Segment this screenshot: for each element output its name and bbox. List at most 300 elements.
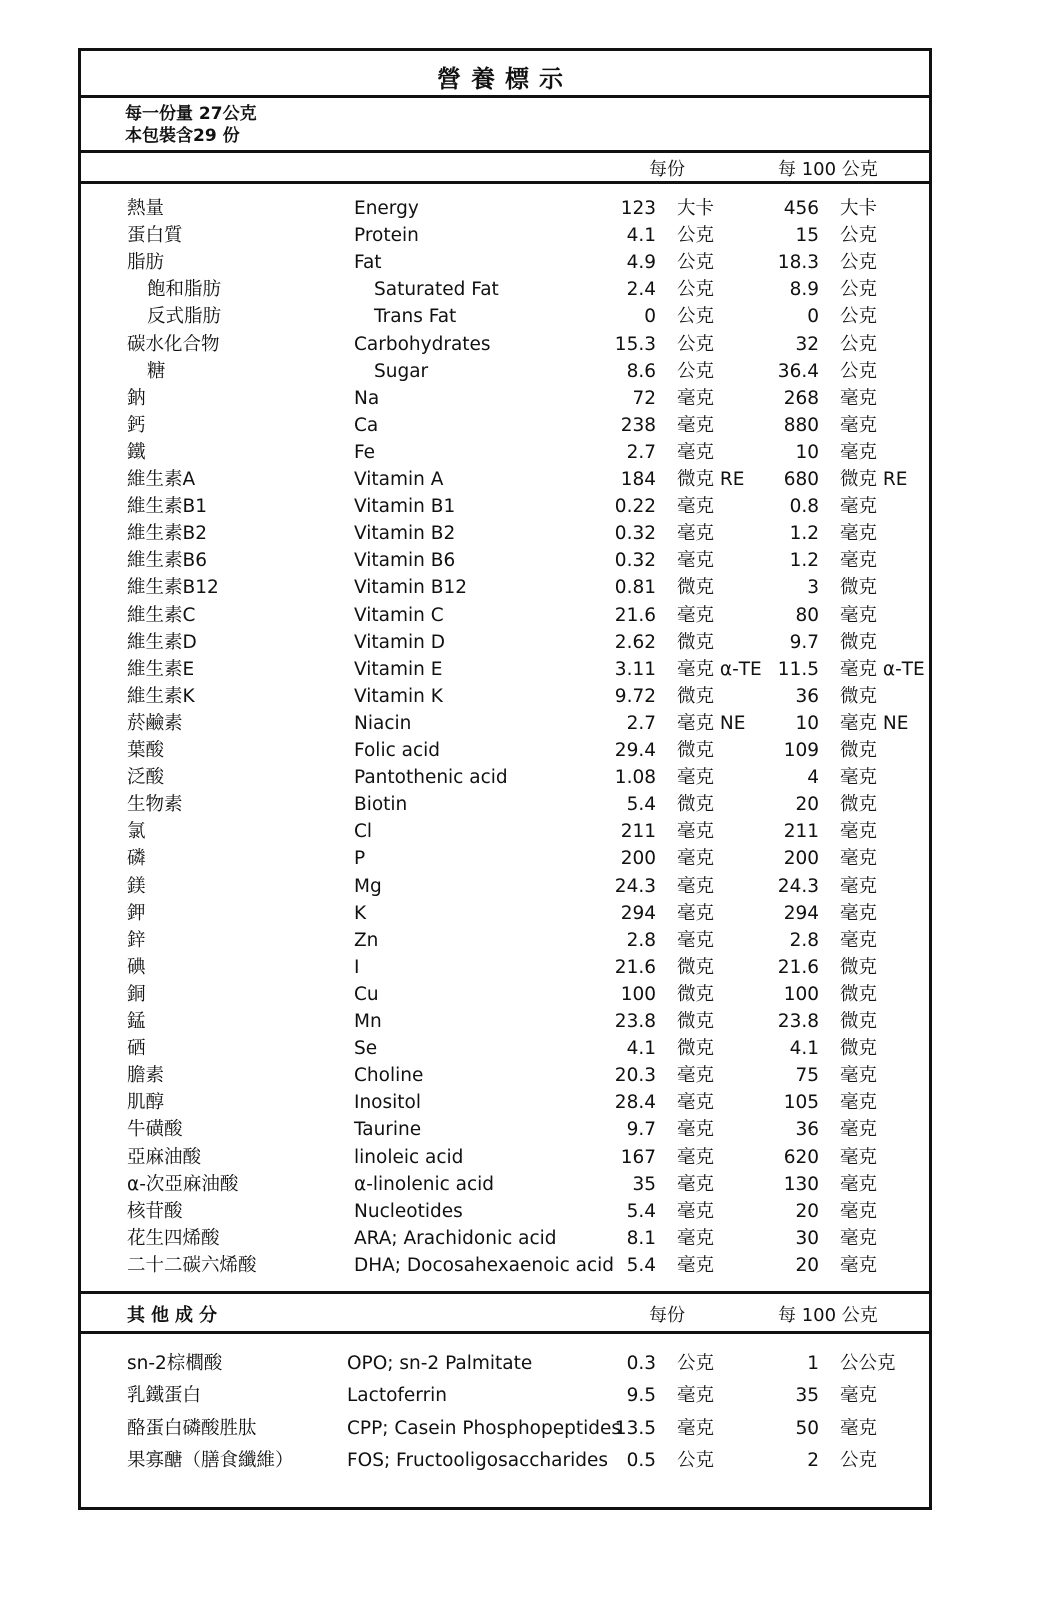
- value-per-serving: 2.4: [626, 279, 656, 301]
- unit-per-100g: 毫克: [840, 387, 878, 409]
- nutrient-name-zh: 核苷酸: [127, 1200, 183, 1222]
- nutrient-name-en: Na: [354, 387, 380, 409]
- nutrient-row: [81, 331, 929, 358]
- nutrient-name-en: Biotin: [354, 794, 408, 816]
- nutrient-row: [81, 1062, 929, 1089]
- other-ingredients-title: 其他成分: [127, 1305, 223, 1326]
- value-per-serving: 238: [620, 414, 656, 436]
- nutrient-row: [81, 629, 929, 656]
- value-per-100g: 20: [795, 794, 819, 816]
- nutrient-row: [81, 1198, 929, 1225]
- value-per-serving: 4.1: [626, 225, 656, 247]
- value-per-100g: 24.3: [777, 875, 819, 897]
- serving-size: 每一份量 27公克: [125, 104, 257, 124]
- value-per-serving: 100: [620, 983, 656, 1005]
- nutrient-row: [81, 1008, 929, 1035]
- nutrient-name-en: Choline: [354, 1065, 424, 1087]
- nutrient-name-zh: 鉀: [127, 902, 146, 924]
- nutrient-name-en: Energy: [354, 198, 419, 219]
- nutrient-name-zh: 磷: [127, 848, 146, 870]
- value-per-serving: 72: [632, 387, 656, 409]
- unit-per-serving: 微克: [677, 956, 715, 978]
- nutrient-name-en: Vitamin B1: [354, 496, 456, 518]
- unit-per-serving: 毫克: [677, 414, 715, 436]
- other-ingredient-row: [81, 1414, 929, 1444]
- value-per-100g: 1.2: [789, 523, 819, 545]
- unit-per-100g: 公克: [840, 360, 878, 382]
- value-per-100g: 11.5: [777, 658, 819, 680]
- divider-other: [81, 1291, 929, 1294]
- value-per-serving: 15.3: [614, 333, 656, 355]
- unit-per-serving: 毫克 α-TE: [677, 658, 762, 680]
- unit-per-serving: 毫克 NE: [677, 712, 746, 734]
- unit-per-serving: 微克 RE: [677, 469, 745, 490]
- value-per-serving: 1.08: [614, 767, 656, 789]
- value-per-serving: 5.4: [626, 1200, 656, 1222]
- nutrient-row: [81, 602, 929, 629]
- nutrient-row: [81, 547, 929, 574]
- unit-per-100g: 毫克: [840, 604, 878, 626]
- value-per-100g: 35: [795, 1385, 819, 1407]
- value-per-serving: 0.22: [614, 496, 656, 518]
- unit-per-serving: 公克: [677, 1449, 715, 1471]
- value-per-100g: 268: [783, 387, 819, 409]
- unit-per-100g: 毫克: [840, 1173, 878, 1195]
- other-ingredient-row: [81, 1446, 929, 1476]
- value-per-100g: 75: [795, 1065, 819, 1087]
- value-per-serving: 9.72: [614, 685, 656, 707]
- value-per-serving: 24.3: [614, 875, 656, 897]
- other-header-per-serving: 每份: [649, 1305, 685, 1326]
- nutrient-row: [81, 927, 929, 954]
- unit-per-serving: 毫克: [677, 1200, 715, 1222]
- nutrient-name-en: Trans Fat: [374, 306, 457, 328]
- value-per-100g: 9.7: [789, 631, 819, 653]
- nutrient-name-en: Nucleotides: [354, 1200, 463, 1222]
- nutrient-row: [81, 303, 929, 330]
- unit-per-serving: 公克: [677, 360, 715, 382]
- value-per-100g: 4: [807, 767, 819, 789]
- ingredient-name-zh: 酪蛋白磷酸胜肽: [127, 1417, 257, 1439]
- servings-per-package: 本包裝含29 份: [125, 126, 240, 146]
- value-per-100g: 32: [795, 333, 819, 355]
- nutrient-name-en: Sugar: [374, 360, 429, 382]
- nutrient-name-en: Mn: [354, 1011, 382, 1032]
- unit-per-serving: 毫克: [677, 929, 715, 951]
- unit-per-100g: 毫克: [840, 821, 878, 843]
- unit-per-serving: 毫克: [677, 1385, 715, 1407]
- nutrient-row: [81, 981, 929, 1008]
- nutrient-name-en: α-linolenic acid: [354, 1173, 495, 1195]
- divider-title: [81, 95, 929, 98]
- nutrient-row: [81, 412, 929, 439]
- nutrient-name-zh: 銅: [127, 983, 146, 1005]
- unit-per-serving: 毫克: [677, 1119, 715, 1141]
- nutrient-row: [81, 1116, 929, 1143]
- nutrient-row: [81, 737, 929, 764]
- unit-per-100g: 毫克: [840, 1254, 878, 1276]
- unit-per-serving: 毫克: [677, 496, 715, 518]
- value-per-100g: 36: [795, 1119, 819, 1141]
- unit-per-100g: 毫克: [840, 848, 878, 870]
- ingredient-name-zh: sn-2棕櫚酸: [127, 1353, 223, 1374]
- value-per-serving: 200: [620, 848, 656, 870]
- unit-per-100g: 毫克: [840, 875, 878, 897]
- nutrient-row: [81, 439, 929, 466]
- nutrient-name-zh: 反式脂肪: [147, 306, 222, 328]
- value-per-serving: 28.4: [614, 1092, 656, 1114]
- unit-per-serving: 公克: [677, 333, 715, 355]
- nutrient-row: [81, 1035, 929, 1062]
- other-header-per-100g: 每 100 公克: [778, 1305, 878, 1326]
- nutrient-name-zh: 熱量: [127, 198, 165, 219]
- header-per-serving: 每份: [649, 159, 685, 180]
- unit-per-serving: 公克: [677, 1353, 715, 1374]
- nutrient-row: [81, 249, 929, 276]
- value-per-serving: 3.11: [614, 658, 656, 680]
- nutrient-name-zh: 硒: [127, 1038, 146, 1060]
- nutrient-name-zh: 錳: [127, 1011, 146, 1032]
- nutrient-name-en: I: [354, 956, 360, 978]
- value-per-serving: 2.7: [626, 712, 656, 734]
- value-per-100g: 50: [795, 1417, 819, 1439]
- nutrient-name-zh: 維生素B12: [127, 577, 219, 599]
- divider-header: [81, 181, 929, 184]
- unit-per-100g: 毫克 NE: [840, 712, 909, 734]
- nutrient-name-zh: 花生四烯酸: [127, 1227, 220, 1249]
- value-per-100g: 18.3: [777, 252, 819, 274]
- value-per-serving: 294: [620, 902, 656, 924]
- nutrient-name-en: Taurine: [354, 1119, 422, 1141]
- value-per-100g: 0: [807, 306, 819, 328]
- nutrient-name-zh: 肌醇: [127, 1092, 165, 1114]
- value-per-serving: 2.62: [614, 631, 656, 653]
- divider-other-header: [81, 1331, 929, 1334]
- value-per-100g: 109: [783, 740, 819, 761]
- nutrient-name-zh: 鈉: [127, 387, 146, 409]
- nutrient-row: [81, 1089, 929, 1116]
- value-per-serving: 4.9: [626, 252, 656, 274]
- nutrient-name-en: Cu: [354, 983, 379, 1005]
- nutrient-name-zh: 氯: [127, 821, 146, 843]
- value-per-serving: 0.32: [614, 550, 656, 572]
- value-per-100g: 620: [783, 1146, 819, 1168]
- nutrient-name-en: Ca: [354, 414, 379, 436]
- value-per-100g: 30: [795, 1227, 819, 1249]
- unit-per-serving: 公克: [677, 306, 715, 328]
- value-per-100g: 105: [783, 1092, 819, 1114]
- unit-per-100g: 毫克: [840, 1119, 878, 1141]
- nutrient-name-zh: 膽素: [127, 1065, 165, 1087]
- unit-per-100g: 毫克: [840, 1417, 878, 1439]
- unit-per-100g: 毫克: [840, 550, 878, 572]
- value-per-100g: 21.6: [777, 956, 819, 978]
- ingredient-name-zh: 果寡醣（膳食纖維）: [127, 1449, 294, 1471]
- unit-per-100g: 毫克: [840, 496, 878, 518]
- unit-per-serving: 公克: [677, 279, 715, 301]
- nutrient-row: [81, 764, 929, 791]
- unit-per-serving: 毫克: [677, 848, 715, 870]
- nutrient-name-en: Fe: [354, 441, 376, 463]
- value-per-100g: 294: [783, 902, 819, 924]
- unit-per-serving: 毫克: [677, 1092, 715, 1114]
- nutrient-row: [81, 873, 929, 900]
- value-per-100g: 4.1: [789, 1038, 819, 1060]
- value-per-100g: 20: [795, 1254, 819, 1276]
- unit-per-100g: 毫克: [840, 414, 878, 436]
- value-per-serving: 2.8: [626, 929, 656, 951]
- unit-per-100g: 公克: [840, 252, 878, 274]
- nutrient-row: [81, 818, 929, 845]
- value-per-100g: 456: [783, 198, 819, 219]
- nutrient-name-en: Protein: [354, 225, 419, 247]
- value-per-serving: 8.1: [626, 1227, 656, 1249]
- unit-per-serving: 毫克: [677, 550, 715, 572]
- nutrient-row: [81, 574, 929, 601]
- value-per-100g: 211: [783, 821, 819, 843]
- value-per-serving: 0.81: [614, 577, 656, 599]
- unit-per-100g: 微克: [840, 1011, 878, 1032]
- nutrient-name-zh: 脂肪: [127, 252, 165, 274]
- value-per-100g: 130: [783, 1173, 819, 1195]
- nutrient-name-en: Vitamin D: [354, 631, 445, 653]
- nutrient-row: [81, 710, 929, 737]
- value-per-serving: 211: [620, 821, 656, 843]
- unit-per-100g: 公克: [840, 279, 878, 301]
- unit-per-serving: 毫克: [677, 604, 715, 626]
- unit-per-100g: 毫克: [840, 1146, 878, 1168]
- nutrient-row: [81, 195, 929, 222]
- unit-per-100g: 微克: [840, 577, 878, 599]
- nutrient-name-zh: 亞麻油酸: [127, 1146, 202, 1168]
- unit-per-100g: 微克: [840, 1038, 878, 1060]
- unit-per-100g: 微克: [840, 685, 878, 707]
- nutrient-name-en: Carbohydrates: [354, 333, 491, 355]
- unit-per-100g: 微克: [840, 631, 878, 653]
- unit-per-serving: 公克: [677, 252, 715, 274]
- unit-per-serving: 微克: [677, 631, 715, 653]
- unit-per-100g: 毫克: [840, 902, 878, 924]
- other-ingredient-row: [81, 1381, 929, 1411]
- unit-per-100g: 微克: [840, 983, 878, 1005]
- nutrient-name-zh: 泛酸: [127, 767, 165, 789]
- nutrient-name-en: Niacin: [354, 712, 412, 734]
- divider-serving: [81, 150, 929, 153]
- nutrient-row: [81, 276, 929, 303]
- unit-per-100g: 毫克: [840, 441, 878, 463]
- nutrient-name-zh: 維生素D: [127, 631, 197, 653]
- unit-per-100g: 毫克: [840, 1385, 878, 1407]
- value-per-serving: 0: [644, 306, 656, 328]
- unit-per-100g: 毫克: [840, 1227, 878, 1249]
- nutrient-name-en: Saturated Fat: [374, 279, 499, 301]
- nutrition-label: [78, 48, 932, 1510]
- value-per-serving: 167: [620, 1146, 656, 1168]
- nutrient-name-en: Se: [354, 1038, 378, 1060]
- nutrient-name-zh: 蛋白質: [127, 225, 183, 247]
- nutrient-row: [81, 683, 929, 710]
- unit-per-100g: 微克: [840, 794, 878, 816]
- value-per-100g: 10: [795, 712, 819, 734]
- value-per-100g: 100: [783, 983, 819, 1005]
- other-ingredient-row: [81, 1349, 929, 1379]
- nutrient-name-en: Inositol: [354, 1092, 421, 1114]
- nutrient-row: [81, 845, 929, 872]
- nutrient-name-en: Vitamin B12: [354, 577, 467, 599]
- nutrient-name-zh: 維生素K: [127, 685, 195, 707]
- unit-per-serving: 微克: [677, 740, 715, 761]
- value-per-serving: 13.5: [614, 1417, 656, 1439]
- nutrient-name-zh: 維生素B6: [127, 550, 207, 572]
- nutrient-name-zh: 糖: [147, 360, 166, 382]
- nutrient-row: [81, 466, 929, 493]
- nutrient-name-zh: 碘: [127, 956, 146, 978]
- value-per-100g: 3: [807, 577, 819, 599]
- unit-per-serving: 毫克: [677, 441, 715, 463]
- value-per-serving: 0.5: [626, 1449, 656, 1471]
- unit-per-100g: 毫克: [840, 1092, 878, 1114]
- value-per-100g: 23.8: [777, 1011, 819, 1032]
- value-per-serving: 184: [620, 469, 656, 490]
- unit-per-100g: 公克: [840, 225, 878, 247]
- nutrient-name-en: Pantothenic acid: [354, 767, 508, 789]
- value-per-serving: 23.8: [614, 1011, 656, 1032]
- value-per-100g: 20: [795, 1200, 819, 1222]
- nutrient-row: [81, 1252, 929, 1279]
- value-per-100g: 1.2: [789, 550, 819, 572]
- value-per-serving: 35: [632, 1173, 656, 1195]
- ingredient-name-en: FOS; Fructooligosaccharides: [347, 1449, 608, 1471]
- nutrient-name-en: P: [354, 848, 366, 870]
- value-per-100g: 880: [783, 414, 819, 436]
- nutrient-row: [81, 656, 929, 683]
- value-per-serving: 21.6: [614, 604, 656, 626]
- nutrient-name-zh: 鋅: [127, 929, 146, 951]
- nutrient-name-en: linoleic acid: [354, 1146, 464, 1168]
- value-per-100g: 10: [795, 441, 819, 463]
- nutrient-row: [81, 791, 929, 818]
- unit-per-serving: 毫克: [677, 767, 715, 789]
- nutrient-name-zh: 維生素B1: [127, 496, 207, 518]
- value-per-serving: 4.1: [626, 1038, 656, 1060]
- nutrient-name-zh: 維生素C: [127, 604, 196, 626]
- unit-per-serving: 公克: [677, 225, 715, 247]
- ingredient-name-en: OPO; sn-2 Palmitate: [347, 1353, 533, 1374]
- nutrient-row: [81, 358, 929, 385]
- unit-per-serving: 毫克: [677, 1173, 715, 1195]
- nutrient-name-en: Zn: [354, 929, 379, 951]
- nutrient-name-en: Vitamin E: [354, 658, 443, 680]
- unit-per-serving: 毫克: [677, 1417, 715, 1439]
- unit-per-100g: 微克: [840, 956, 878, 978]
- unit-per-serving: 毫克: [677, 1146, 715, 1168]
- value-per-100g: 36: [795, 685, 819, 707]
- value-per-100g: 2: [807, 1449, 819, 1471]
- value-per-serving: 5.4: [626, 1254, 656, 1276]
- nutrient-name-zh: 維生素B2: [127, 523, 207, 545]
- nutrient-name-en: Vitamin A: [354, 469, 444, 490]
- value-per-100g: 680: [783, 469, 819, 490]
- nutrient-name-zh: α-次亞麻油酸: [127, 1173, 239, 1195]
- value-per-serving: 21.6: [614, 956, 656, 978]
- value-per-serving: 29.4: [614, 740, 656, 761]
- unit-per-serving: 微克: [677, 1038, 715, 1060]
- nutrient-name-zh: 鈣: [127, 414, 146, 436]
- value-per-serving: 123: [620, 198, 656, 219]
- unit-per-serving: 毫克: [677, 387, 715, 409]
- unit-per-100g: 微克: [840, 740, 878, 761]
- unit-per-100g: 公克: [840, 1449, 878, 1471]
- nutrient-name-zh: 菸鹼素: [127, 712, 183, 734]
- nutrient-name-zh: 生物素: [127, 794, 183, 816]
- nutrient-row: [81, 385, 929, 412]
- nutrient-name-en: DHA; Docosahexaenoic acid: [354, 1254, 615, 1276]
- unit-per-100g: 毫克: [840, 1065, 878, 1087]
- nutrient-name-zh: 碳水化合物: [127, 333, 220, 355]
- nutrient-name-zh: 二十二碳六烯酸: [127, 1254, 257, 1276]
- ingredient-name-en: Lactoferrin: [347, 1385, 448, 1407]
- unit-per-serving: 微克: [677, 685, 715, 707]
- unit-per-100g: 公克: [840, 333, 878, 355]
- nutrient-name-zh: 維生素E: [127, 658, 195, 680]
- unit-per-serving: 毫克: [677, 1254, 715, 1276]
- nutrient-name-zh: 鎂: [127, 875, 146, 897]
- unit-per-serving: 毫克: [677, 902, 715, 924]
- value-per-serving: 9.5: [626, 1385, 656, 1407]
- nutrient-row: [81, 1225, 929, 1252]
- nutrient-name-en: ARA; Arachidonic acid: [354, 1227, 557, 1249]
- value-per-serving: 9.7: [626, 1119, 656, 1141]
- nutrient-row: [81, 1144, 929, 1171]
- label-title: 營養標示: [437, 65, 573, 93]
- nutrient-name-en: Fat: [354, 252, 382, 274]
- nutrient-name-en: Vitamin C: [354, 604, 444, 626]
- ingredient-name-zh: 乳鐵蛋白: [127, 1385, 202, 1407]
- unit-per-serving: 毫克: [677, 875, 715, 897]
- nutrient-row: [81, 954, 929, 981]
- unit-per-serving: 微克: [677, 577, 715, 599]
- unit-per-100g: 公公克: [840, 1353, 896, 1374]
- value-per-serving: 20.3: [614, 1065, 656, 1087]
- value-per-serving: 5.4: [626, 794, 656, 816]
- nutrient-row: [81, 520, 929, 547]
- ingredient-name-en: CPP; Casein Phosphopeptides: [347, 1417, 622, 1439]
- nutrient-row: [81, 900, 929, 927]
- unit-per-100g: 微克 RE: [840, 469, 908, 490]
- header-per-100g: 每 100 公克: [778, 159, 878, 180]
- unit-per-100g: 毫克: [840, 767, 878, 789]
- nutrient-name-en: Folic acid: [354, 740, 441, 761]
- unit-per-serving: 毫克: [677, 1227, 715, 1249]
- unit-per-100g: 毫克: [840, 1200, 878, 1222]
- value-per-100g: 80: [795, 604, 819, 626]
- nutrient-name-en: Vitamin B6: [354, 550, 456, 572]
- value-per-100g: 200: [783, 848, 819, 870]
- unit-per-100g: 毫克: [840, 523, 878, 545]
- value-per-serving: 0.3: [626, 1353, 656, 1374]
- value-per-100g: 36.4: [777, 360, 819, 382]
- nutrient-name-zh: 牛磺酸: [127, 1119, 183, 1141]
- nutrient-name-en: Vitamin K: [354, 685, 443, 707]
- nutrient-row: [81, 222, 929, 249]
- nutrient-row: [81, 1171, 929, 1198]
- value-per-serving: 8.6: [626, 360, 656, 382]
- value-per-100g: 15: [795, 225, 819, 247]
- unit-per-serving: 毫克: [677, 821, 715, 843]
- nutrient-name-zh: 維生素A: [127, 469, 196, 490]
- unit-per-serving: 大卡: [677, 198, 715, 219]
- nutrient-name-zh: 鐵: [127, 441, 146, 463]
